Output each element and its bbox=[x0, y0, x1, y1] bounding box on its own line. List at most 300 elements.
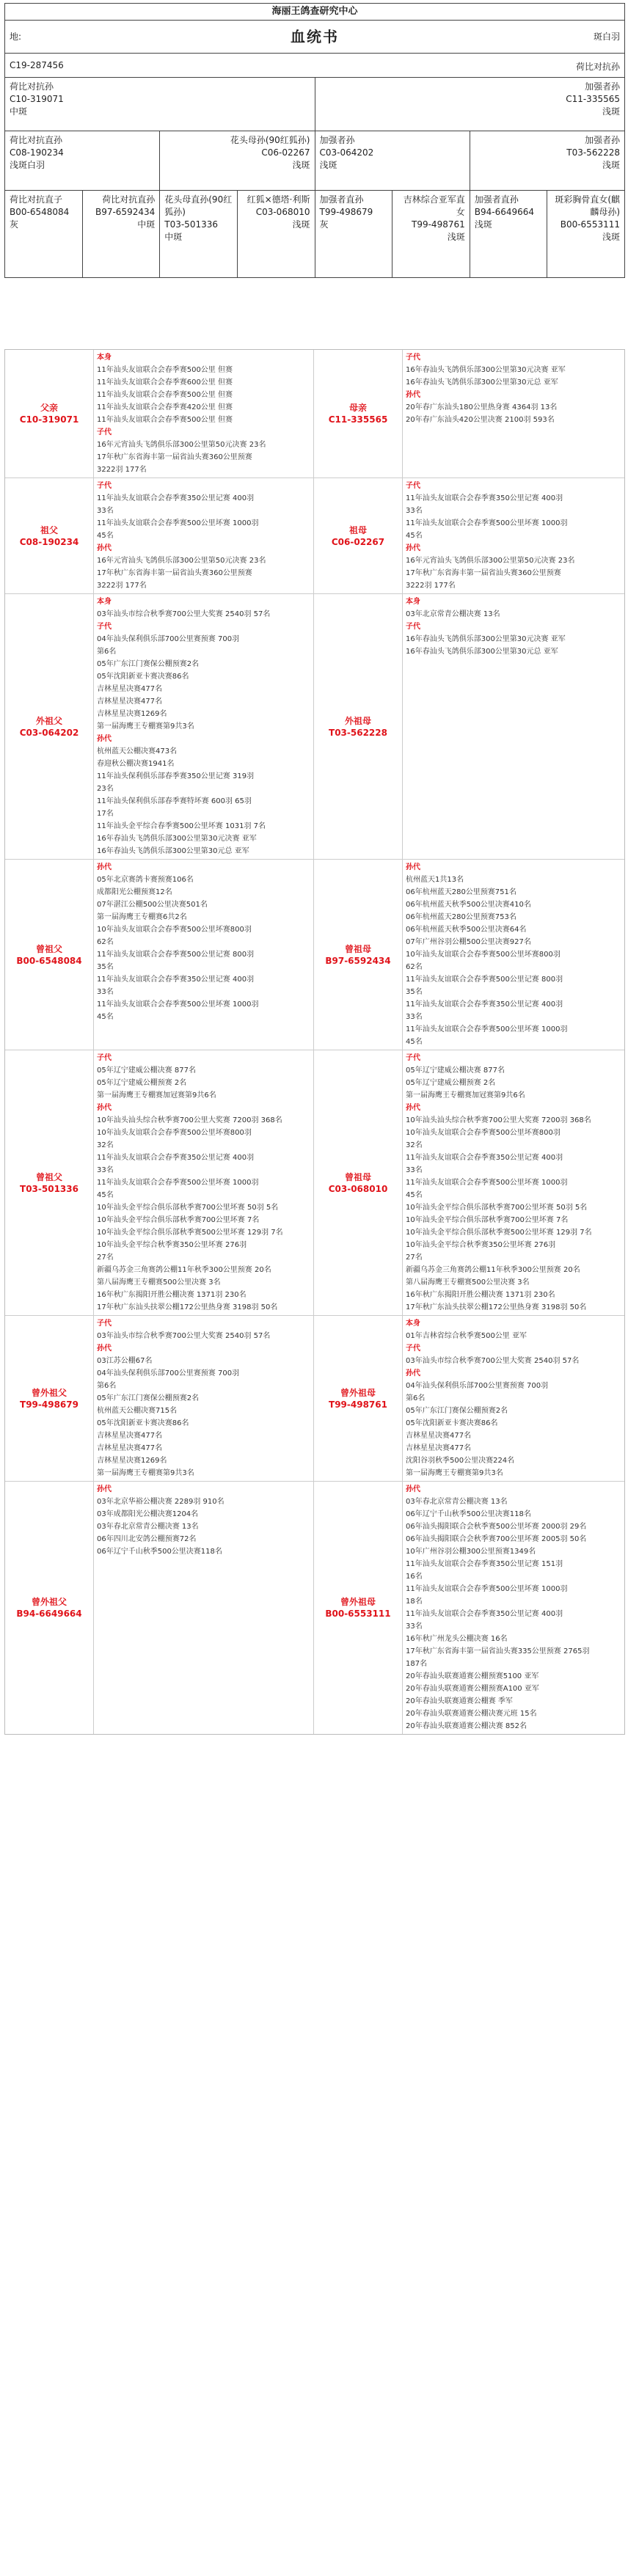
great-grandparent-cell bbox=[238, 191, 315, 277]
great-grandparents-row bbox=[5, 191, 624, 277]
race-record: 11年汕头友谊联合会春季赛350公里记赛 400羽 bbox=[97, 976, 255, 984]
race-record: 10年汕头友谊联合会春季赛500公里坏赛800羽 bbox=[406, 951, 561, 959]
race-record: 10年汕头金平综合秋季赛350公里坏赛 276羽 bbox=[406, 1241, 556, 1249]
race-record: 吉林星星决赛477名 bbox=[406, 1444, 472, 1452]
race-record: 10年汕头金平综合俱乐部秋季赛700公里坏赛 50羽 5名 bbox=[406, 1204, 588, 1212]
bird-ring: C19-287456 bbox=[10, 60, 64, 70]
race-record: 45名 bbox=[97, 1013, 114, 1021]
race-record: 33名 bbox=[406, 507, 423, 515]
race-record-list bbox=[94, 1316, 314, 1481]
great-grandparent-cell bbox=[315, 191, 393, 277]
race-record: 吉林星星决赛1269名 bbox=[97, 1457, 167, 1465]
parent-cell bbox=[5, 78, 315, 131]
race-record: 03年春北京常青公棚决赛 13名 bbox=[97, 1523, 199, 1531]
race-record: 05年北京赛鸽卡赛预赛106名 bbox=[97, 876, 194, 884]
pedigree-tree bbox=[5, 78, 624, 277]
race-record: 06年杭州蓝天280公里预赛753名 bbox=[406, 913, 516, 921]
race-record-list bbox=[403, 350, 623, 477]
grandparent-color: 浅斑 bbox=[602, 160, 620, 170]
grandparent-cell bbox=[315, 131, 470, 190]
race-record: 17名 bbox=[97, 810, 114, 818]
great-grandparent-ring: B97-6592434 bbox=[95, 207, 156, 217]
great-grandparent-ring: T99-498761 bbox=[412, 219, 465, 230]
race-record: 16年春汕头飞鸽俱乐部300公里第30元总 亚军 bbox=[406, 648, 558, 656]
record-category: 子代 bbox=[97, 623, 112, 631]
race-record: 16年元宵汕头飞鸽俱乐部300公里第50元决赛 23名 bbox=[97, 557, 266, 565]
race-record: 11年汕头友谊联合会春季赛500公里坏赛 1000羽 bbox=[97, 519, 259, 527]
race-record: 吉林星星决赛477名 bbox=[97, 698, 163, 706]
race-record: 11年汕头保利俱乐部春季赛特坏赛 600羽 65羽 bbox=[97, 797, 252, 805]
record-category: 本身 bbox=[97, 354, 112, 362]
race-record: 11年汕头友谊联合会春季赛500公里记赛 800羽 bbox=[406, 976, 563, 984]
ancestor-ring: C03-064202 bbox=[19, 727, 79, 738]
great-grandparent-cell bbox=[392, 191, 470, 277]
record-category: 孙代 bbox=[97, 544, 112, 552]
race-record: 11年汕头友谊联合会春季赛500公里坏赛 1000羽 bbox=[97, 1000, 259, 1009]
ancestor-role: 曾外祖母 bbox=[340, 1387, 376, 1398]
race-record: 11年汕头友谊联合会春季赛500公里坏赛 1000羽 bbox=[97, 1179, 259, 1187]
male-ancestor-label bbox=[5, 1050, 94, 1315]
race-record-list bbox=[94, 594, 314, 859]
ancestor-ring: B00-6548084 bbox=[16, 955, 82, 966]
ancestor-ring: C10-319071 bbox=[19, 414, 79, 425]
race-record: 05年广东江门赛保公棚预赛2名 bbox=[97, 660, 200, 668]
document-title: 血统书 bbox=[291, 28, 339, 45]
parents-row bbox=[5, 78, 624, 131]
race-record: 62名 bbox=[406, 963, 423, 971]
race-record: 17年秋广东省海丰第一届省汕头赛360公里预赛 bbox=[97, 453, 252, 461]
race-record: 05年沈阳新亚卡赛决赛86名 bbox=[97, 1419, 189, 1427]
parent-color: 中斑 bbox=[10, 106, 28, 117]
record-category: 孙代 bbox=[406, 391, 420, 399]
great-grandparent-ring: T99-498679 bbox=[319, 207, 373, 217]
record-category: 孙代 bbox=[406, 863, 420, 871]
race-record: 35名 bbox=[97, 963, 114, 971]
center-title: 海丽王鸽查研究中心 bbox=[5, 4, 624, 21]
grandparent-ring: C03-064202 bbox=[319, 147, 374, 158]
female-ancestor-label bbox=[314, 1050, 403, 1315]
great-grandparent-ring: B94-6649664 bbox=[474, 207, 535, 217]
grandparent-color: 浅斑 bbox=[319, 160, 337, 170]
ancestor-ring: T03-501336 bbox=[20, 1183, 78, 1194]
race-record-list bbox=[94, 1050, 314, 1315]
race-record-list bbox=[403, 478, 623, 593]
race-record: 11年汕头保利俱乐部春季赛350公里记赛 319羽 bbox=[97, 772, 255, 780]
female-ancestor-label bbox=[314, 594, 403, 859]
race-record: 11年汕头友谊联合会春季赛500公里坏赛 1000羽 bbox=[406, 1025, 568, 1033]
race-record: 20年春汕头联赛通赛公棚预赛5100 亚军 bbox=[406, 1672, 539, 1680]
record-category: 孙代 bbox=[97, 863, 112, 871]
record-category: 孙代 bbox=[97, 1485, 112, 1493]
race-record: 新疆乌苏金三角赛鸽公棚11年秋季300公里预赛 20名 bbox=[406, 1266, 580, 1274]
race-record: 16年元宵汕头飞鸽俱乐部300公里第50元决赛 23名 bbox=[97, 441, 266, 449]
ancestor-role: 祖母 bbox=[348, 524, 367, 535]
parent-ring: C10-319071 bbox=[10, 94, 64, 104]
record-category: 孙代 bbox=[406, 544, 420, 552]
great-grandparent-cell bbox=[470, 191, 548, 277]
ancestor-ring: B97-6592434 bbox=[325, 955, 391, 966]
ancestor-role: 祖父 bbox=[40, 524, 58, 535]
race-record: 05年辽宁建威公棚预赛 2名 bbox=[406, 1079, 496, 1087]
female-ancestor-label bbox=[314, 478, 403, 593]
race-record: 187名 bbox=[406, 1660, 428, 1668]
title-row bbox=[5, 21, 624, 54]
grandparent-ring: C06-02267 bbox=[261, 147, 310, 158]
record-group bbox=[5, 1316, 624, 1482]
parent-cell bbox=[315, 78, 625, 131]
ancestor-role: 曾祖父 bbox=[35, 943, 62, 954]
race-record: 10年汕头金平综合秋季赛350公里坏赛 276羽 bbox=[97, 1241, 247, 1249]
great-grandparent-name: 荷比对抗直孙 bbox=[102, 194, 156, 205]
race-record: 10年汕头金平综合俱乐部秋季赛500公里坏赛 129羽 7名 bbox=[97, 1229, 283, 1237]
race-record: 05年沈阳新亚卡赛决赛86名 bbox=[97, 673, 189, 681]
race-record-list bbox=[403, 594, 623, 859]
record-category: 孙代 bbox=[97, 1104, 112, 1112]
race-record: 03年春北京常青公棚决赛 13名 bbox=[406, 1498, 508, 1506]
race-record: 第一届海鹰王专棚赛加冠赛第9共6名 bbox=[97, 1091, 216, 1099]
race-record: 第八届海鹰王专棚赛500公里决赛 3名 bbox=[406, 1278, 530, 1287]
record-category: 子代 bbox=[406, 1054, 420, 1062]
record-group bbox=[5, 1482, 624, 1734]
female-ancestor-label bbox=[314, 1316, 403, 1481]
race-record: 45名 bbox=[406, 1038, 423, 1046]
race-record: 10年汕头金平综合俱乐部秋季赛700公里坏赛 7名 bbox=[97, 1216, 260, 1224]
ancestor-ring: T03-562228 bbox=[329, 727, 387, 738]
race-record: 32名 bbox=[406, 1141, 423, 1149]
ancestor-ring: C11-335565 bbox=[328, 414, 388, 425]
race-record: 16名 bbox=[406, 1573, 423, 1581]
race-record-list bbox=[94, 478, 314, 593]
race-record: 11年汕头友谊联合会春季赛500公里坏赛 1000羽 bbox=[406, 1179, 568, 1187]
ring-row bbox=[5, 54, 624, 78]
race-record: 吉林星星决赛1269名 bbox=[97, 710, 167, 718]
race-record: 第一届海鹰王专棚赛第9共3名 bbox=[97, 722, 194, 731]
race-record: 11年汕头友谊联合会春季赛500公里坏赛 1000羽 bbox=[406, 1585, 568, 1593]
record-category: 子代 bbox=[97, 428, 112, 436]
bird-color: 斑白羽 bbox=[593, 32, 620, 42]
great-grandparent-name: 加强者直孙 bbox=[319, 194, 364, 205]
race-record: 33名 bbox=[406, 1622, 423, 1631]
race-record: 11年汕头友谊联合会春季赛350公里记赛 400羽 bbox=[406, 1610, 563, 1618]
race-record: 11年汕头友谊联合会春季赛500公里坏赛 1000羽 bbox=[406, 519, 568, 527]
great-grandparent-name: 花头母直孙(90红狐孙) bbox=[164, 194, 233, 217]
ancestor-role: 曾祖父 bbox=[35, 1171, 62, 1182]
record-category: 子代 bbox=[406, 354, 420, 362]
race-record: 3222羽 177名 bbox=[406, 582, 456, 590]
race-record: 10年汕头金平综合俱乐部秋季赛700公里坏赛 50羽 5名 bbox=[97, 1204, 279, 1212]
race-record: 20年春汕头联赛通赛公棚决赛 852名 bbox=[406, 1722, 527, 1730]
race-record: 20年春汕头联赛通赛公棚赛 季军 bbox=[406, 1697, 513, 1705]
race-record: 01年吉林省综合秋季赛500公里 亚军 bbox=[406, 1332, 527, 1340]
race-record: 16年元宵汕头飞鸽俱乐部300公里第50元决赛 23名 bbox=[406, 557, 575, 565]
great-grandparent-cell bbox=[5, 191, 83, 277]
race-record: 06年辽宁千山秋季500公里决赛118名 bbox=[97, 1548, 222, 1556]
record-category: 孙代 bbox=[406, 1104, 420, 1112]
record-category: 孙代 bbox=[97, 735, 112, 743]
grandparent-name: 加强者孙 bbox=[584, 135, 620, 145]
female-ancestor-label bbox=[314, 1482, 403, 1734]
grandparent-color: 浅斑白羽 bbox=[10, 160, 45, 170]
great-grandparent-cell bbox=[547, 191, 624, 277]
great-grandparent-name: 斑彩胸骨直女(麒麟母孙) bbox=[555, 194, 620, 217]
record-group bbox=[5, 350, 624, 478]
race-record: 10年汕头金平综合俱乐部秋季赛500公里坏赛 129羽 7名 bbox=[406, 1229, 592, 1237]
great-grandparent-color: 浅斑 bbox=[447, 232, 465, 242]
ancestor-ring: C08-190234 bbox=[19, 536, 79, 547]
race-record: 11年汕头友谊联合会春季赛600公里 但赛 bbox=[97, 378, 233, 387]
male-ancestor-label bbox=[5, 478, 94, 593]
race-record: 11年汕头友谊联合会春季赛350公里记赛 400羽 bbox=[406, 1000, 563, 1009]
race-record-list bbox=[94, 350, 314, 477]
race-record: 05年沈阳新亚卡赛决赛86名 bbox=[406, 1419, 498, 1427]
record-category: 子代 bbox=[406, 1344, 420, 1353]
race-record-list bbox=[94, 1482, 314, 1734]
race-record: 20年春汕头联赛通赛公棚决赛元班 15名 bbox=[406, 1710, 537, 1718]
ancestor-role: 曾祖母 bbox=[344, 943, 371, 954]
great-grandparent-ring: B00-6553111 bbox=[560, 219, 620, 230]
race-record: 杭州蓝天公棚决赛715名 bbox=[97, 1407, 178, 1415]
record-group bbox=[5, 860, 624, 1050]
race-record: 32名 bbox=[97, 1141, 114, 1149]
grandparent-cell bbox=[160, 131, 315, 190]
race-record: 新疆乌苏金三角赛鸽公棚11年秋季300公里预赛 20名 bbox=[97, 1266, 271, 1274]
race-record: 11年汕头友谊联合会春季赛500公里 但赛 bbox=[97, 416, 233, 424]
great-grandparent-name: 荷比对抗直子 bbox=[10, 194, 63, 205]
race-record: 06年辽宁千山秋季500公里决赛118名 bbox=[406, 1510, 531, 1518]
grandparent-name: 加强者孙 bbox=[319, 135, 355, 145]
race-record: 吉林星星决赛477名 bbox=[406, 1432, 472, 1440]
race-record: 16年春汕头飞鸽俱乐部300公里第30元决赛 亚军 bbox=[97, 835, 257, 843]
race-record: 04年汕头保利俱乐部700公里赛预赛 700羽 bbox=[97, 1369, 240, 1377]
race-record: 06年杭州蓝天280公里预赛751名 bbox=[406, 888, 516, 896]
race-record: 05年辽宁建威公棚预赛 2名 bbox=[97, 1079, 187, 1087]
race-record: 05年广东江门赛保公棚预赛2名 bbox=[406, 1407, 508, 1415]
race-record: 10年汕头友谊联合会春季赛500公里坏赛800羽 bbox=[97, 926, 252, 934]
race-record: 06年杭州蓝天秋季500公里决赛64名 bbox=[406, 926, 527, 934]
ancestor-ring: B94-6649664 bbox=[16, 1609, 82, 1619]
race-record: 11年汕头友谊联合会春季赛350公里记赛 400羽 bbox=[406, 494, 563, 502]
race-record: 10年汕头汕头综合秋季赛700公里大奖赛 7200羽 368名 bbox=[97, 1116, 282, 1124]
grandparent-name: 荷比对抗直孙 bbox=[10, 135, 63, 145]
record-category: 子代 bbox=[97, 482, 112, 490]
female-ancestor-label bbox=[314, 350, 403, 477]
great-grandparent-ring: B00-6548084 bbox=[10, 207, 70, 217]
great-grandparent-color: 灰 bbox=[10, 219, 19, 230]
record-category: 子代 bbox=[97, 1054, 112, 1062]
race-record-list bbox=[403, 1482, 623, 1734]
race-record: 11年汕头友谊联合会春季赛350公里记赛 400羽 bbox=[97, 494, 255, 502]
race-record: 03年成都阳光公棚决赛1204名 bbox=[97, 1510, 199, 1518]
race-record: 春迎秋公棚决赛1941名 bbox=[97, 760, 175, 768]
great-grandparent-ring: T03-501336 bbox=[164, 219, 218, 230]
race-record: 11年汕头友谊联合会春季赛500公里 但赛 bbox=[97, 391, 233, 399]
ancestor-role: 父亲 bbox=[40, 403, 58, 413]
great-grandparent-color: 中斑 bbox=[164, 232, 183, 242]
race-record: 第一届海鹰王专棚赛第9共3名 bbox=[406, 1469, 503, 1477]
race-record: 06年杭州蓝天秋季500公里决赛410名 bbox=[406, 901, 531, 909]
male-ancestor-label bbox=[5, 860, 94, 1050]
ancestor-role: 外祖父 bbox=[35, 715, 62, 726]
race-record: 33名 bbox=[406, 1166, 423, 1174]
race-record: 03江苏公棚67名 bbox=[97, 1357, 153, 1365]
race-record: 06年汕头揭阳联合会秋季赛700公里坏赛 2005羽 50名 bbox=[406, 1535, 587, 1543]
record-category: 子代 bbox=[406, 623, 420, 631]
race-record: 第一届海鹰王专棚赛6共2名 bbox=[97, 913, 187, 921]
race-record: 45名 bbox=[406, 532, 423, 540]
parent-ring: C11-335565 bbox=[566, 94, 620, 104]
ancestor-ring: T99-498679 bbox=[20, 1399, 78, 1410]
race-record: 16年秋广州龙头公棚决赛 16名 bbox=[406, 1635, 508, 1643]
race-record: 16年秋广东揭阳开胜公棚决赛 1371羽 230名 bbox=[97, 1291, 247, 1299]
record-group bbox=[5, 594, 624, 860]
great-grandparent-color: 浅斑 bbox=[474, 219, 492, 230]
race-record: 20年春广东汕头180公里热身赛 4364羽 13名 bbox=[406, 403, 558, 411]
race-record: 第八届海鹰王专棚赛500公里决赛 3名 bbox=[97, 1278, 221, 1287]
great-grandparent-name: 加强者直孙 bbox=[474, 194, 519, 205]
race-record: 23名 bbox=[97, 785, 114, 793]
race-record: 10年汕头金平综合俱乐部秋季赛700公里坏赛 7名 bbox=[406, 1216, 569, 1224]
race-record: 17年秋广东省海丰第一届省汕头赛360公里预赛 bbox=[97, 569, 252, 577]
record-group bbox=[5, 1050, 624, 1316]
race-record: 27名 bbox=[406, 1254, 423, 1262]
great-grandparent-color: 灰 bbox=[319, 219, 329, 230]
ancestor-role: 外祖母 bbox=[344, 715, 371, 726]
race-record: 33名 bbox=[97, 988, 114, 996]
grandparent-cell bbox=[5, 131, 160, 190]
race-record: 杭州蓝天公棚决赛473名 bbox=[97, 747, 178, 755]
ancestor-role: 母亲 bbox=[348, 403, 367, 413]
race-record: 11年汕头友谊联合会春季赛420公里 但赛 bbox=[97, 403, 233, 411]
race-record: 11年汕头友谊联合会春季赛500公里记赛 800羽 bbox=[97, 951, 255, 959]
ancestor-ring: T99-498761 bbox=[329, 1399, 387, 1410]
race-record: 11年汕头友谊联合会春季赛350公里记赛 151羽 bbox=[406, 1560, 563, 1568]
bird-name: 荷比对抗孙 bbox=[575, 62, 620, 72]
address-label: 地: bbox=[10, 32, 22, 42]
race-record: 03年北京常青公棚决赛 13名 bbox=[406, 610, 500, 618]
race-record: 45名 bbox=[97, 532, 114, 540]
race-record: 16年春汕头飞鸽俱乐部300公里第30元总 亚军 bbox=[97, 847, 249, 855]
great-grandparent-cell bbox=[83, 191, 161, 277]
record-category: 孙代 bbox=[406, 1485, 420, 1493]
race-record: 17年秋广东省海丰第一届省汕头赛335公里预赛 2765羽 bbox=[406, 1647, 590, 1655]
race-record: 04年汕头保利俱乐部700公里赛预赛 700羽 bbox=[406, 1382, 549, 1390]
race-record: 33名 bbox=[97, 1166, 114, 1174]
race-record: 第一届海鹰王专棚赛第9共3名 bbox=[97, 1469, 194, 1477]
race-record: 吉林星星决赛477名 bbox=[97, 1432, 163, 1440]
parent-name: 加强者孙 bbox=[584, 81, 620, 92]
race-record: 3222羽 177名 bbox=[97, 466, 147, 474]
ancestor-role: 曾外祖父 bbox=[31, 1387, 67, 1398]
ancestor-role: 曾外祖父 bbox=[31, 1597, 67, 1607]
race-record: 33名 bbox=[406, 1013, 423, 1021]
race-record: 03年北京华裕公棚决赛 2289羽 910名 bbox=[97, 1498, 224, 1506]
record-category: 孙代 bbox=[406, 1369, 420, 1377]
race-record: 第6名 bbox=[406, 1394, 426, 1402]
race-record: 45名 bbox=[406, 1191, 423, 1199]
record-category: 子代 bbox=[97, 1320, 112, 1328]
great-grandparent-color: 中斑 bbox=[137, 219, 156, 230]
record-category: 孙代 bbox=[97, 1344, 112, 1353]
race-record: 35名 bbox=[406, 988, 423, 996]
grandparent-name: 花头母孙(90红狐孙) bbox=[230, 135, 310, 145]
great-grandparent-name: 红狐×德塔·利斯 bbox=[247, 194, 310, 205]
male-ancestor-label bbox=[5, 350, 94, 477]
race-record: 07年湛江公棚500公里决赛501名 bbox=[97, 901, 208, 909]
male-ancestor-label bbox=[5, 594, 94, 859]
race-record: 20年春汕头联赛通赛公棚预赛A100 亚军 bbox=[406, 1685, 539, 1693]
race-record: 吉林星星决赛477名 bbox=[97, 1444, 163, 1452]
ancestor-ring: C03-068010 bbox=[328, 1183, 388, 1194]
race-record: 10年汕头友谊联合会春季赛500公里坏赛800羽 bbox=[97, 1129, 252, 1137]
male-ancestor-label bbox=[5, 1482, 94, 1734]
parent-color: 浅斑 bbox=[602, 106, 620, 117]
record-category: 本身 bbox=[406, 598, 420, 606]
race-record: 06年汕头揭阳联合会秋季赛500公里坏赛 2000羽 29名 bbox=[406, 1523, 587, 1531]
record-group bbox=[5, 478, 624, 594]
race-record: 17年秋广东省海丰第一届省汕头赛360公里预赛 bbox=[406, 569, 561, 577]
race-record: 03年汕头市综合秋季赛700公里大奖赛 2540羽 57名 bbox=[97, 610, 271, 618]
race-record-list bbox=[403, 1316, 623, 1481]
great-grandparent-color: 浅斑 bbox=[292, 219, 310, 230]
race-record: 10年汕头友谊联合会春季赛500公里坏赛800羽 bbox=[406, 1129, 561, 1137]
grandparent-ring: T03-562228 bbox=[566, 147, 620, 158]
race-record-list bbox=[94, 860, 314, 1050]
race-record: 11年汕头友谊联合会春季赛350公里记赛 400羽 bbox=[97, 1154, 255, 1162]
race-record: 06年四川北安鸽公棚预赛72名 bbox=[97, 1535, 197, 1543]
record-category: 本身 bbox=[406, 1320, 420, 1328]
race-record: 第一届海鹰王专棚赛加冠赛第9共6名 bbox=[406, 1091, 525, 1099]
race-record: 62名 bbox=[97, 938, 114, 946]
ancestor-role: 曾外祖母 bbox=[340, 1597, 376, 1607]
race-record: 18名 bbox=[406, 1598, 423, 1606]
race-record: 07年广州谷羽公棚500公里决赛927名 bbox=[406, 938, 531, 946]
grandparents-row bbox=[5, 131, 624, 191]
ancestor-ring: C06-02267 bbox=[331, 536, 385, 547]
race-record: 吉林星星决赛477名 bbox=[97, 685, 163, 693]
female-ancestor-label bbox=[314, 860, 403, 1050]
grandparent-color: 浅斑 bbox=[292, 160, 310, 170]
race-record: 11年汕头金平综合春季赛500公里坏赛 1031羽 7名 bbox=[97, 822, 266, 830]
race-record: 16年春汕头飞鸽俱乐部300公里第30元决赛 亚军 bbox=[406, 366, 566, 374]
race-record: 16年春汕头飞鸽俱乐部300公里第30元总 亚军 bbox=[406, 378, 558, 387]
race-record: 03年汕头市综合秋季赛700公里大奖赛 2540羽 57名 bbox=[97, 1332, 271, 1340]
great-grandparent-color: 浅斑 bbox=[602, 232, 620, 242]
race-record: 第6名 bbox=[97, 1382, 117, 1390]
race-record: 成都阳光公棚预赛12名 bbox=[97, 888, 172, 896]
race-record: 04年汕头保利俱乐部700公里赛预赛 700羽 bbox=[97, 635, 240, 643]
race-record: 16年春汕头飞鸽俱乐部300公里第30元决赛 亚军 bbox=[406, 635, 566, 643]
race-record: 10年广州谷羽公棚300公里预赛1349名 bbox=[406, 1548, 536, 1556]
race-record: 沈阳谷羽秋季500公里决赛224名 bbox=[406, 1457, 515, 1465]
race-record: 3222羽 177名 bbox=[97, 582, 147, 590]
record-category: 本身 bbox=[97, 598, 112, 606]
race-record: 03年汕头市综合秋季赛700公里大奖赛 2540羽 57名 bbox=[406, 1357, 580, 1365]
race-record: 05年广东江门赛保公棚预赛2名 bbox=[97, 1394, 200, 1402]
grandparent-ring: C08-190234 bbox=[10, 147, 64, 158]
great-grandparent-name: 吉林综合亚军直女 bbox=[403, 194, 465, 217]
race-record: 20年春广东汕头420公里决赛 2100羽 593名 bbox=[406, 416, 555, 424]
male-ancestor-label bbox=[5, 1316, 94, 1481]
grandparent-cell bbox=[470, 131, 624, 190]
race-record: 17年秋广东汕头扶翠公棚172公里热身赛 3198羽 50名 bbox=[406, 1303, 587, 1311]
ancestor-ring: B00-6553111 bbox=[325, 1609, 391, 1619]
race-record: 11年汕头友谊联合会春季赛350公里记赛 400羽 bbox=[406, 1154, 563, 1162]
record-category: 子代 bbox=[406, 482, 420, 490]
race-record: 27名 bbox=[97, 1254, 114, 1262]
race-record: 16年秋广东揭阳开胜公棚决赛 1371羽 230名 bbox=[406, 1291, 555, 1299]
great-grandparent-ring: C03-068010 bbox=[255, 207, 310, 217]
ancestor-role: 曾祖母 bbox=[344, 1171, 371, 1182]
